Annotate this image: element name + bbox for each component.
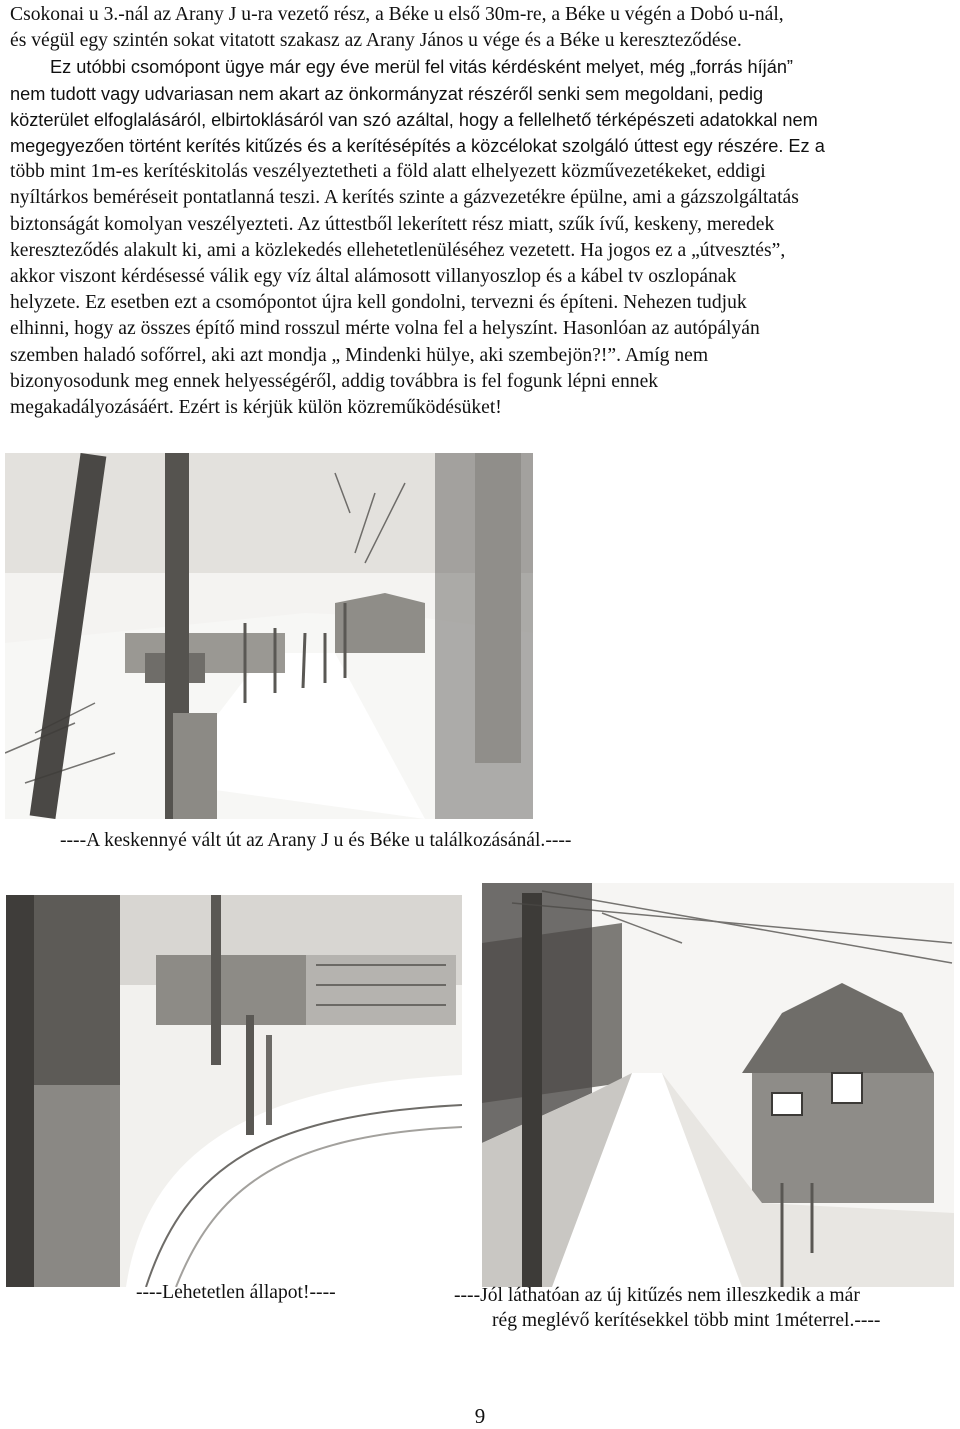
body-line: nem tudott vagy udvariasan nem akart az önkormányzat részéről senki sem megoldani, pedig [10,83,764,104]
photo2-caption: ----Lehetetlen állapot!---- [136,1282,336,1303]
photo3-caption-line2: rég meglévő kerítésekkel több mint 1méterrel.---- [492,1310,881,1331]
body-line: közterület elfoglalásáról, elbirtoklásáról van szó azáltal, hogy a fellelhető térképészeti adatokkal nem [10,109,818,130]
body-line: több mint 1m-es kerítéskitolás veszélyeztetheti a föld alatt elhelyezett közművezetékeket, eddigi [10,161,766,183]
photo-narrow-road [5,453,533,819]
photo3-caption-line1: ----Jól láthatóan az új kitűzés nem illeszkedik a már [454,1285,860,1306]
body-line: szemben haladó sofőrrel, aki azt mondja „ Mindenki hülye, aki szembejön?!”. Amíg nem [10,344,709,366]
body-line: megakadályozásáért. Ezért is kérjük külön közreműködésüket! [10,397,502,419]
body-text [10,2,958,421]
body-line: Csokonai u 3.-nál az Arany J u-ra vezető rész, a Béke u első 30m-re, a Béke u végén a Dobó u-nál, [10,4,784,25]
photo-new-fence-line [482,883,954,1287]
body-line: akkor viszont kérdésessé válik egy víz által alámosott villanyoszlop és a kábel tv oszlopának [10,266,737,288]
photo1-caption: ----A keskennyé vált út az Arany J u és Béke u találkozásánál.---- [60,830,572,851]
body-line: bizonyosodunk meg ennek helyességéről, addig továbbra is fel fogunk lépni ennek [10,370,659,392]
body-line: és végül egy szintén sokat vitatott szakasz az Arany János u vége és a Béke u kereszteződése. [10,30,742,52]
body-line: helyzete. Ez esetben ezt a csomópontot újra kell gondolni, tervezni és építeni. Nehezen tudjuk [10,292,747,314]
body-line: Ez utóbbi csomópont ügye már egy éve merül fel vitás kérdésként melyet, még „forrás híján” [50,57,793,78]
body-line: megegyezően történt kerítés kitűzés és a kerítésépítés a közcélokat szolgáló úttest egy részére. Ez a [10,136,825,157]
body-line: nyíltárkos beméréseit pontatlanná teszi. A kerítés szinte a gázvezetékre épülne, ami a gázszolgáltatás [10,187,799,209]
page-number: 9 [474,1404,486,1428]
body-line: biztonságát komolyan veszélyezteti. Az úttestből lekerített rész miatt, szűk ívű, keskeny, meredek [10,213,775,235]
body-line: kereszteződés alakult ki, ami a közlekedés ellehetetlenüléséhez vezetett. Ha jogos ez a „útvesztés”, [10,239,786,261]
body-line: elhinni, hogy az összes építő mind rosszul mérte volna fel a helyszínt. Hasonlóan az autópályán [10,318,760,340]
photo-impossible-state [6,895,462,1287]
